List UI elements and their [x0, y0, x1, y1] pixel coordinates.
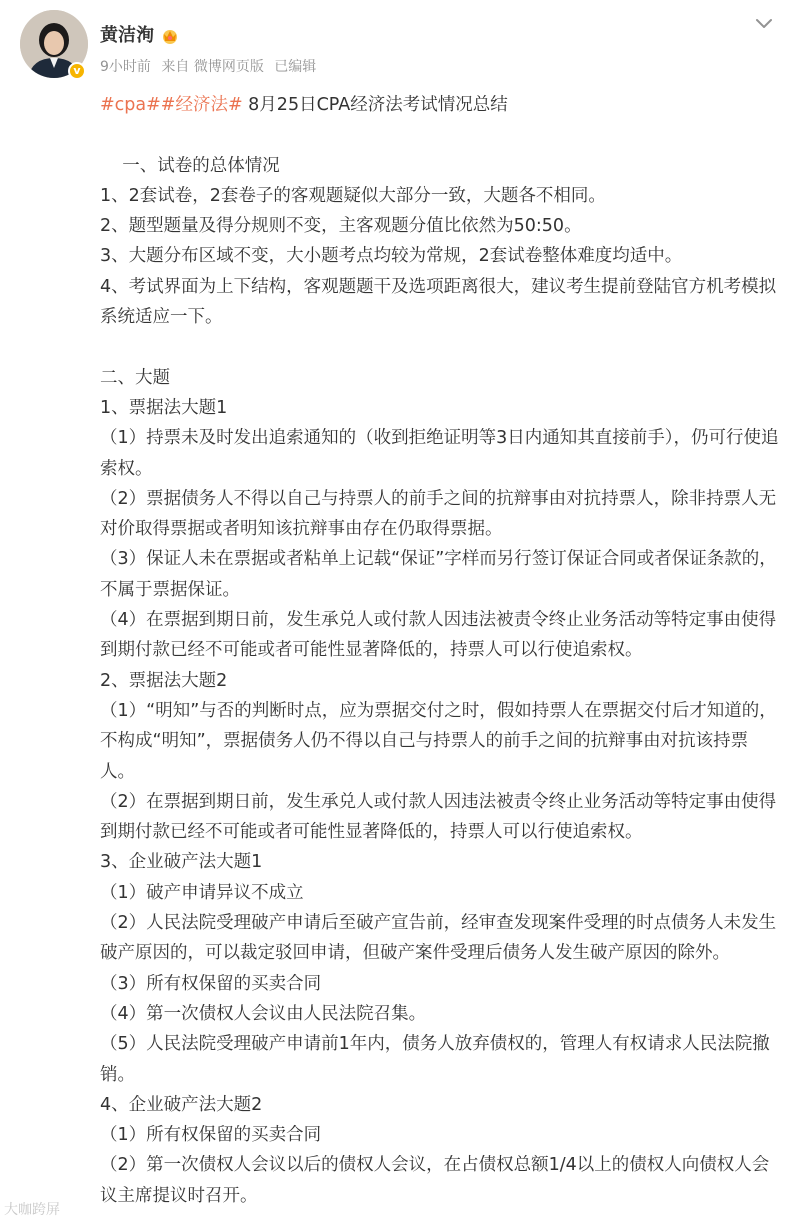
- post-header: [0, 0, 798, 90]
- post-source[interactable]: 来自 微博网页版: [161, 59, 264, 75]
- paragraph: （3）保证人未在票据或者粘单上记载“保证”字样而另行签订保证合同或者保证条款的，不属于票据保证。: [100, 549, 777, 600]
- paragraph: 1、2套试卷，2套卷子的客观题疑似大部分一致，大题各不相同。: [100, 185, 606, 206]
- paragraph: （1）“明知”与否的判断时点，应为票据交付之时，假如持票人在票据交付后才知道的，不构成“明知”，票据债务人仍不得以自己与持票人的前手之间的抗辩事由对抗该持票人。: [100, 700, 777, 782]
- blank-line: [100, 120, 780, 150]
- paragraph: （1）持票未及时发出追索通知的（收到拒绝证明等3日内通知其直接前手），仍可行使追索权。: [100, 428, 779, 479]
- verified-badge-icon: v: [68, 62, 86, 80]
- paragraph: 4、考试界面为上下结构，客观题题干及选项距离很大，建议考生提前登陆官方机考模拟系统适应一下。: [100, 276, 777, 328]
- topic-link-economic-law[interactable]: #经济法#: [160, 95, 243, 115]
- paragraph: （4）在票据到期日前，发生承兑人或付款人因违法被责令终止业务活动等特定事由使得到期付款已经不可能或者可能性显著降低的，持票人可以行使追索权。: [100, 610, 777, 661]
- topic-link-cpa[interactable]: #cpa#: [100, 95, 161, 115]
- post-title: 8月25日CPA经济法考试情况总结: [242, 95, 508, 115]
- more-chevron-icon[interactable]: [754, 16, 774, 30]
- paragraph: （3）所有权保留的买卖合同: [100, 973, 322, 994]
- crown-icon: [160, 27, 180, 45]
- post-body: [100, 90, 780, 1211]
- paragraph: （2）人民法院受理破产申请后至破产宣告前，经审查发现案件受理的时点债务人未发生破产原因的，可以裁定驳回申请，但破产案件受理后债务人发生破产原因的除外。: [100, 913, 777, 964]
- paragraph: 3、大题分布区域不变，大小题考点均较为常规，2套试卷整体难度均适中。: [100, 246, 683, 267]
- blank-line: [100, 332, 780, 362]
- section-heading: 一、试卷的总体情况: [100, 155, 280, 176]
- watermark: 大咖跨屏: [4, 1202, 60, 1218]
- paragraph: （1）破产申请异议不成立: [100, 882, 304, 903]
- paragraph: （2）第一次债权人会议以后的债权人会议，在占债权总额1/4以上的债权人向债权人会议主席提议时召开。: [100, 1155, 770, 1206]
- post-time[interactable]: 9小时前: [100, 59, 151, 75]
- paragraph: （5）人民法院受理破产申请前1年内，债务人放弃债权的，管理人有权请求人民法院撤销。: [100, 1034, 770, 1085]
- post-title-line: [100, 90, 780, 120]
- paragraph: （2）票据债务人不得以自己与持票人的前手之间的抗辩事由对抗持票人，除非持票人无对价取得票据或者明知该抗辩事由存在仍取得票据。: [100, 488, 777, 540]
- edited-label: 已编辑: [274, 59, 317, 75]
- subsection-heading: 3、企业破产法大题1: [100, 852, 263, 873]
- post-meta: [100, 58, 322, 76]
- subsection-heading: 1、票据法大题1: [100, 397, 228, 418]
- paragraph: （4）第一次债权人会议由人民法院召集。: [100, 1003, 427, 1024]
- subsection-heading: 2、票据法大题2: [100, 670, 228, 691]
- user-name[interactable]: 黄洁洵: [100, 25, 154, 46]
- subsection-heading: 4、企业破产法大题2: [100, 1094, 263, 1115]
- paragraph: （1）所有权保留的买卖合同: [100, 1125, 322, 1146]
- paragraph: （2）在票据到期日前，发生承兑人或付款人因违法被责令终止业务活动等特定事由使得到期付款已经不可能或者可能性显著降低的，持票人可以行使追索权。: [100, 791, 777, 843]
- section-heading: 二、大题: [100, 367, 170, 388]
- paragraph: 2、题型题量及得分规则不变，主客观题分值比依然为50:50。: [100, 216, 582, 237]
